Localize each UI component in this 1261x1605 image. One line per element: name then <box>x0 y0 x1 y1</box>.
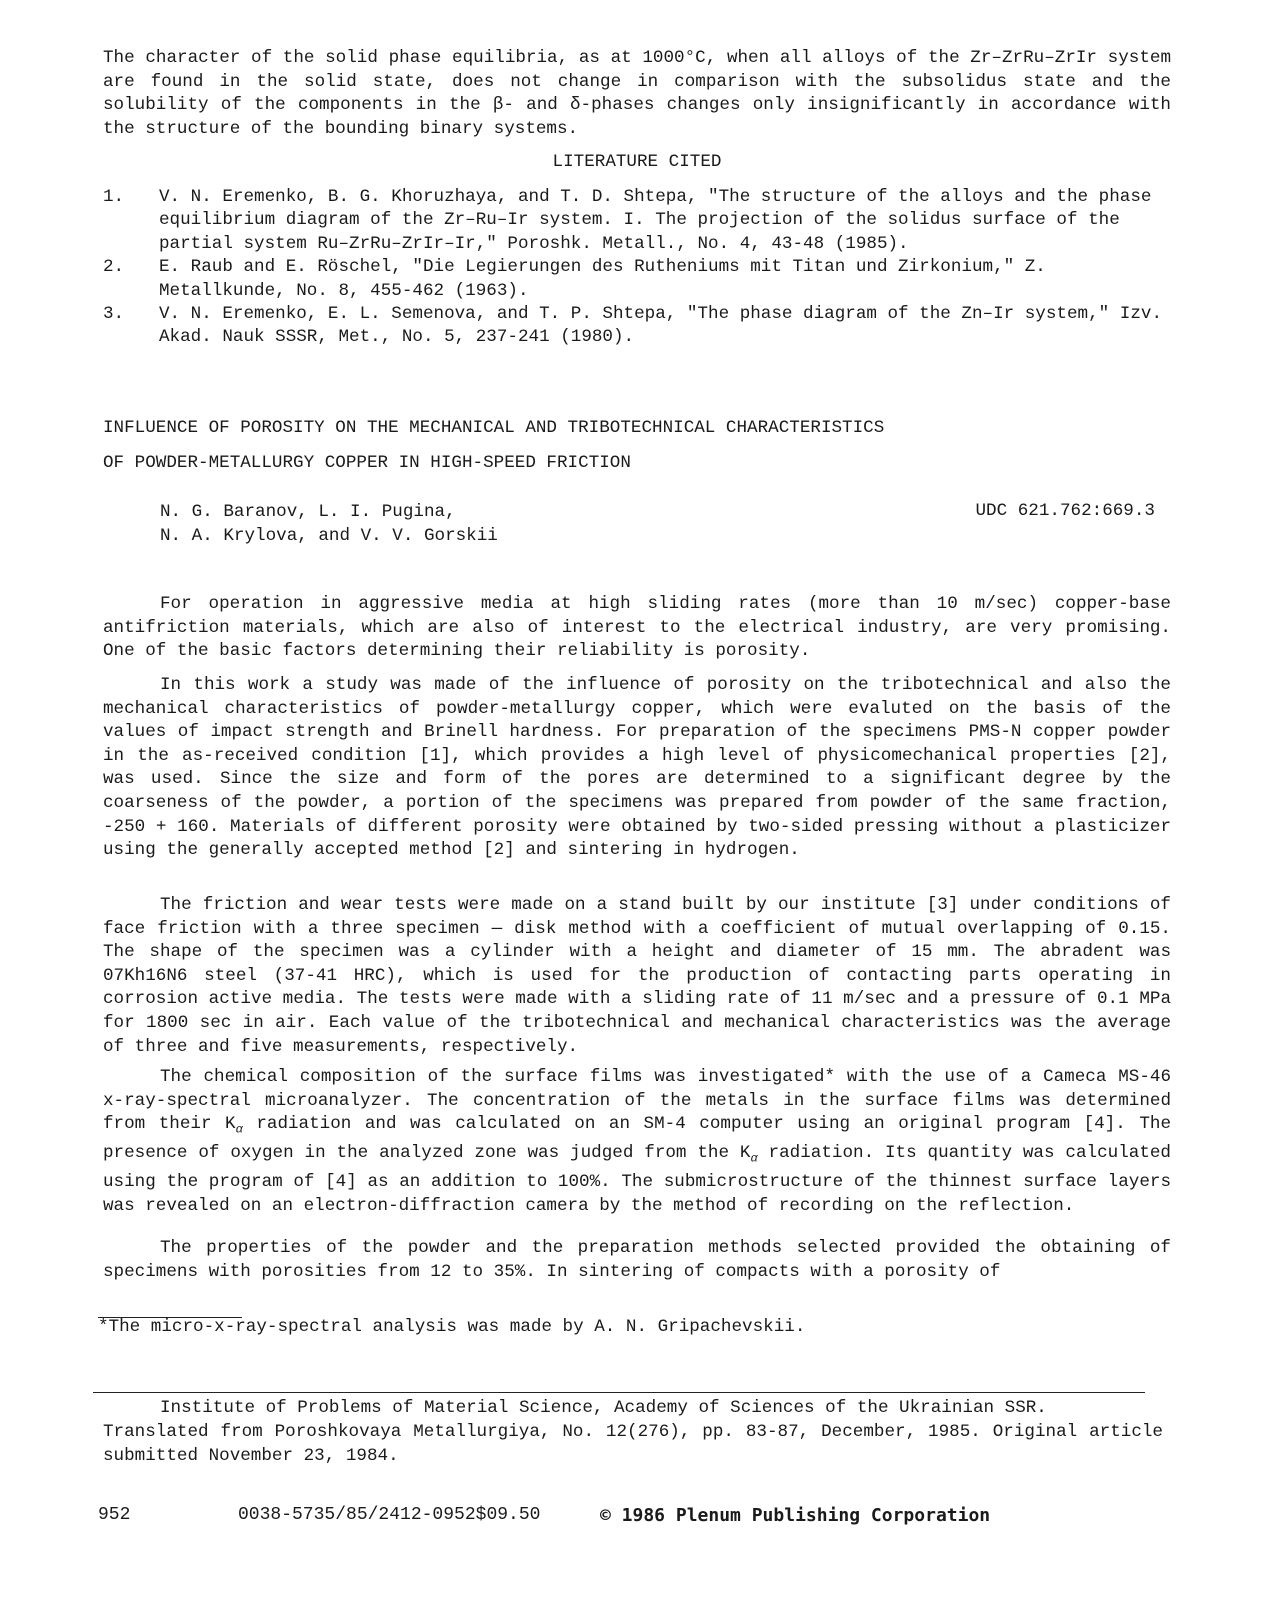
reference-text: V. N. Eremenko, B. G. Khoruzhaya, and T. D. Shtepa, "The structure of the alloys and the phase equilibrium diagram of the Zr–Ru–Ir system. I. The projection of the solidus surface of the partial system Ru–ZrRu–ZrIr–Ir," Poroshk. Metall., No. 4, 43-48 (1985). <box>159 187 1152 254</box>
page-number: 952 <box>98 1505 131 1525</box>
issn-code: 0038-5735/85/2412-0952$09.50 <box>238 1505 541 1525</box>
literature-heading: LITERATURE CITED <box>552 152 722 172</box>
article-title-line-2: OF POWDER-METALLURGY COPPER IN HIGH-SPEED FRICTION <box>103 453 631 473</box>
reference-item: 1. V. N. Eremenko, B. G. Khoruzhaya, and T. D. Shtepa, "The structure of the alloys and the phase equilibrium diagram of the Zr–Ru–Ir system. I. The projection of the solidus surface of the partial system Ru–ZrRu–ZrIr–Ir," Poroshk. Metall., No. 4, 43-48 (1985). <box>103 187 1152 254</box>
affiliation-line-1: Institute of Problems of Material Science, Academy of Sciences of the Ukrainian SSR. <box>160 1398 1047 1418</box>
body-paragraph-3: The friction and wear tests were made on a stand built by our institute [3] under conditions of face friction with a three specimen — disk method with a coefficient of mutual overlapping of 0.15. The shape of the specimen was a cylinder with a height and diameter of 15 mm. The abradent was 07Kh16N6 steel (37-41 HRC), which is used for the production of contacting parts operating in corrosion active media. The tests were made with a sliding rate of 11 m/sec and a pressure of 0.1 MPa for 1800 sec in air. Each value of the tribotechnical and mechanical characteristics was the average of three and five measurements, respectively. <box>103 895 1171 1057</box>
article-title <box>103 411 1171 481</box>
affiliation-line-2: Translated from Poroshkovaya Metallurgiya, No. 12(276), pp. 83-87, December, 1985. Original article submitted November 23, 1984. <box>103 1422 1163 1466</box>
reference-text: V. N. Eremenko, E. L. Semenova, and T. P. Shtepa, "The phase diagram of the Zn–Ir system," Izv. Akad. Nauk SSSR, Met., No. 5, 237-241 (1980). <box>159 304 1163 348</box>
body-paragraph-4: The chemical composition of the surface films was investigated* with the use of a Cameca MS-46 x-ray-spectral microanalyzer. The concentration of the metals in the surface films was determined from their $K_\alpha$ radiation and was calculated on an SM-4 computer using an original program [4]. The presence of oxygen in the analyzed zone was judged from the $K_\alpha$ radiation. Its quantity was calculated using the program of [4] as an addition to 100%. The submicrostructure of the thinnest surface layers was revealed on an electron-diffraction camera by the method of recording on the reflection. <box>103 1067 1171 1216</box>
authors-line-1: N. G. Baranov, L. I. Pugina, <box>160 502 456 522</box>
authors-line-2: N. A. Krylova, and V. V. Gorskii <box>160 525 498 546</box>
copyright-notice: © 1986 Plenum Publishing Corporation <box>600 1505 991 1526</box>
reference-list <box>103 186 1171 350</box>
affiliation-divider <box>93 1392 1145 1393</box>
footnote: *The micro-x-ray-spectral analysis was made by A. N. Gripachevskii. <box>98 1317 806 1337</box>
body-paragraph-2: In this work a study was made of the influence of porosity on the tribotechnical and also the mechanical characteristics of powder-metallurgy copper, which were evaluted on the basis of the values of impact strength and Brinell hardness. For preparation of the specimens PMS-N copper powder in the as-received condition [1], which provides a high level of physicomechanical properties [2], was used. Since the size and form of the pores are determined to a significant degree by the coarseness of the powder, a portion of the specimens was prepared from powder of the same fraction, -250 + 160. Materials of different porosity were obtained by two-sided pressing without a plasticizer using the generally accepted method [2] and sintering in hydrogen. <box>103 675 1171 861</box>
authors <box>160 501 498 548</box>
body-paragraph-1: For operation in aggressive media at high sliding rates (more than 10 m/sec) copper-base antifriction materials, which are also of interest to the electrical industry, are very promising. One of the basic factors determining their reliability is porosity. <box>103 594 1171 662</box>
affiliation <box>103 1396 1163 1468</box>
udc-code: UDC 621.762:669.3 <box>975 501 1155 521</box>
body-paragraph-5: The properties of the powder and the preparation methods selected provided the obtaining of specimens with porosities from 12 to 35%. In sintering of compacts with a porosity of <box>103 1238 1171 1282</box>
intro-paragraph: The character of the solid phase equilibria, as at 1000°C, when all alloys of the Zr–ZrRu–ZrIr system are found in the solid state, does not change in comparison with the subsolidus state and the solubility of the components in the β- and δ-phases changes only insignificantly in accordance with the structure of the bounding binary systems. <box>103 48 1171 139</box>
reference-item: 3. V. N. Eremenko, E. L. Semenova, and T. P. Shtepa, "The phase diagram of the Zn–Ir system," Izv. Akad. Nauk SSSR, Met., No. 5, 237-241 (1980). <box>103 304 1163 348</box>
reference-item: 2. E. Raub and E. Röschel, "Die Legierungen des Rutheniums mit Titan und Zirkonium," Z. Metallkunde, No. 8, 455-462 (1963). <box>103 257 1046 301</box>
article-title-line-1: INFLUENCE OF POROSITY ON THE MECHANICAL AND TRIBOTECHNICAL CHARACTERISTICS <box>103 418 885 438</box>
reference-text: E. Raub and E. Röschel, "Die Legierungen des Rutheniums mit Titan und Zirkonium," Z. Metallkunde, No. 8, 455-462 (1963). <box>159 257 1046 301</box>
